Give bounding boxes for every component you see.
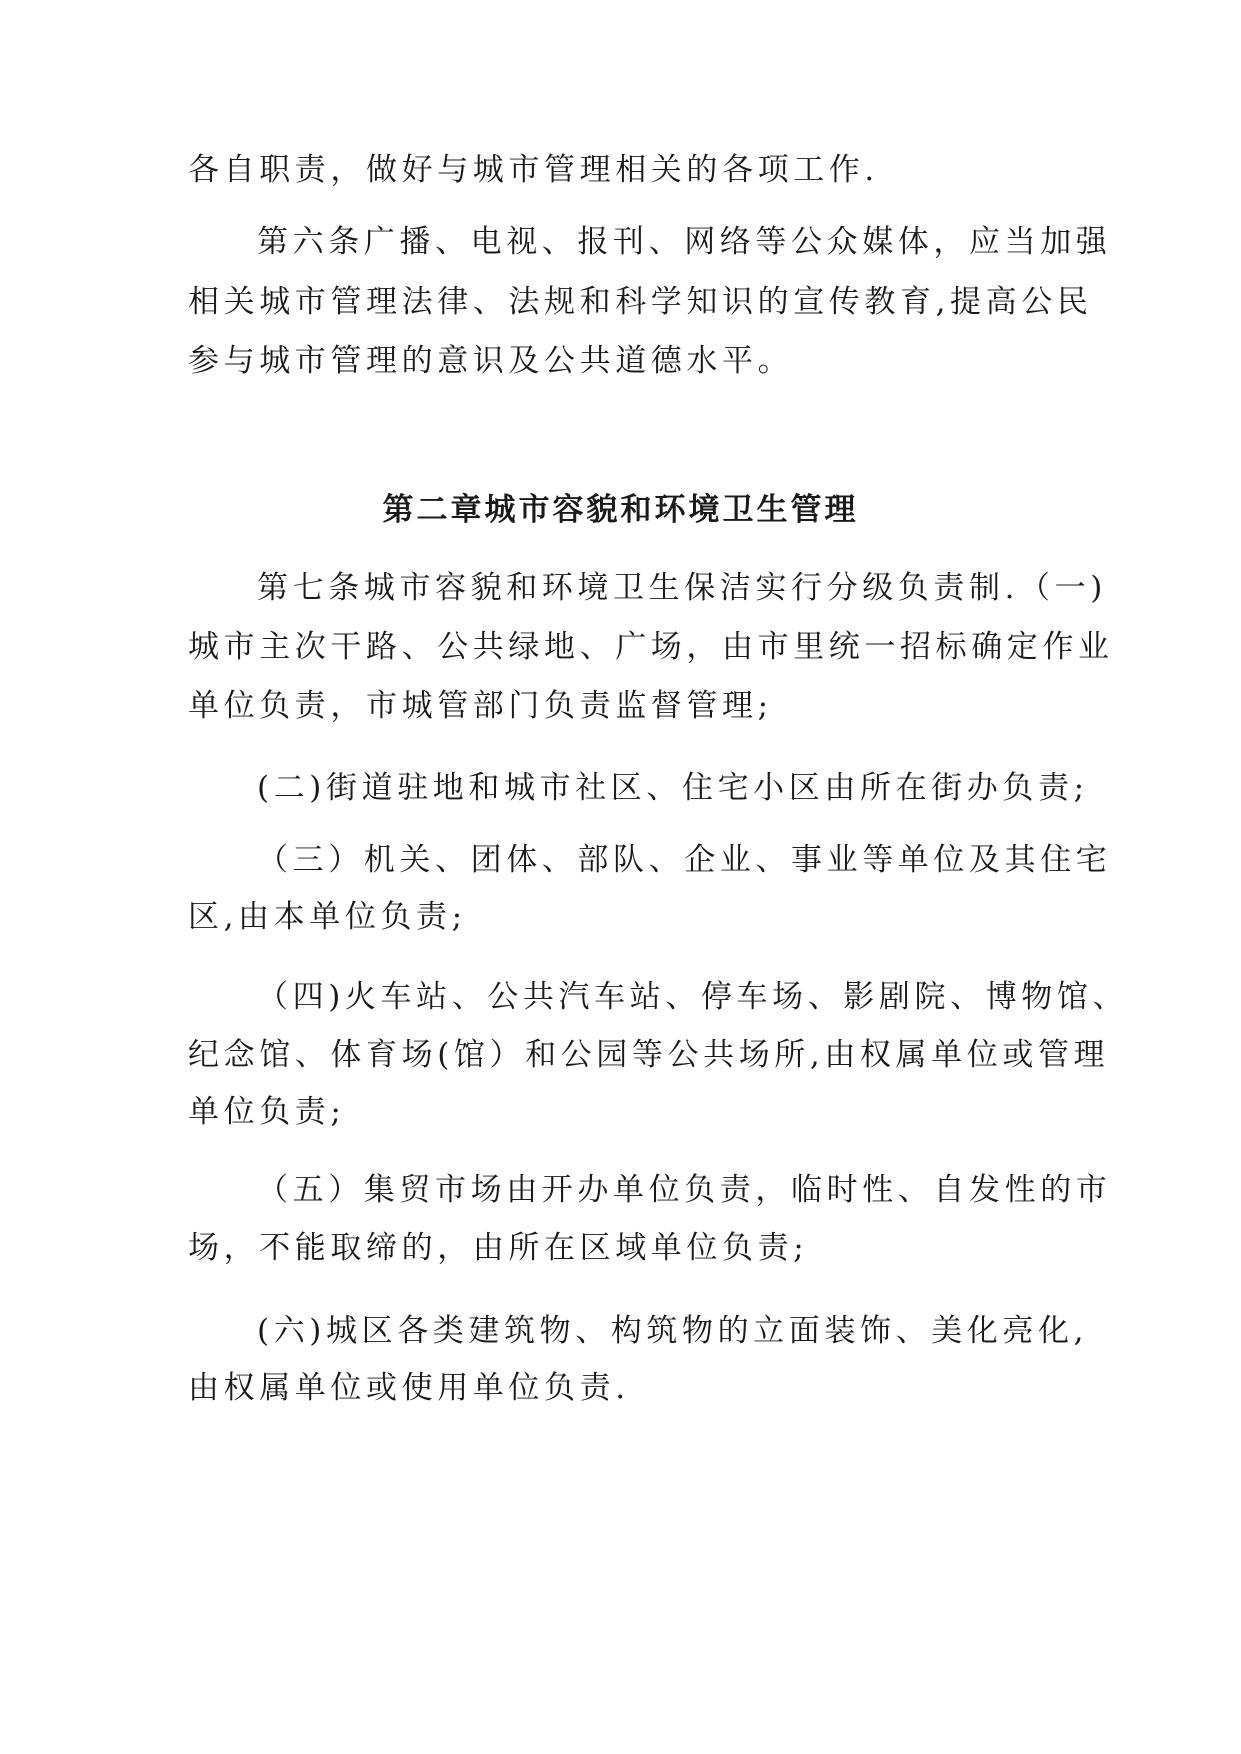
article-7-line-1: 第七条城市容貌和环境卫生保洁实行分级负责制.（一) xyxy=(257,570,1107,606)
item-6-line-1: (六)城区各类建筑物、构筑物的立面装饰、美化亮化, xyxy=(257,1313,1089,1349)
article-6-line-3: 参与城市管理的意识及公共道德水平。 xyxy=(188,343,794,379)
item-5-line-1: （五）集贸市场由开办单位负责，临时性、自发性的市 xyxy=(257,1172,1112,1208)
text-line-continuation: 各自职责，做好与城市管理相关的各项工作. xyxy=(188,152,879,188)
item-5-line-2: 场，不能取缔的，由所在区域单位负责; xyxy=(188,1230,809,1266)
item-3-line-1: （三）机关、团体、部队、企业、事业等单位及其住宅 xyxy=(257,842,1112,878)
article-6-line-2: 相关城市管理法律、法规和科学知识的宣传教育,提高公民 xyxy=(188,284,1093,320)
article-7-line-2: 城市主次干路、公共绿地、广场，由市里统一招标确定作业 xyxy=(188,629,1114,665)
article-6-line-1: 第六条广播、电视、报刊、网络等公众媒体，应当加强 xyxy=(257,224,1112,260)
item-3-line-2: 区,由本单位负责; xyxy=(188,899,467,935)
chapter-heading: 第二章城市容貌和环境卫生管理 xyxy=(382,492,859,528)
item-4-line-2: 纪念馆、体育场(馆）和公园等公共场所,由权属单位或管理 xyxy=(188,1037,1110,1073)
item-4-line-1: （四)火车站、公共汽车站、停车场、影剧院、博物馆、 xyxy=(257,979,1129,1015)
item-6-line-2: 由权属单位或使用单位负责. xyxy=(188,1370,630,1406)
item-2-line-1: (二)街道驻地和城市社区、住宅小区由所在街办负责; xyxy=(257,770,1089,806)
item-4-line-3: 单位负责; xyxy=(188,1094,346,1130)
article-7-line-3: 单位负责，市城管部门负责监督管理; xyxy=(188,688,773,724)
